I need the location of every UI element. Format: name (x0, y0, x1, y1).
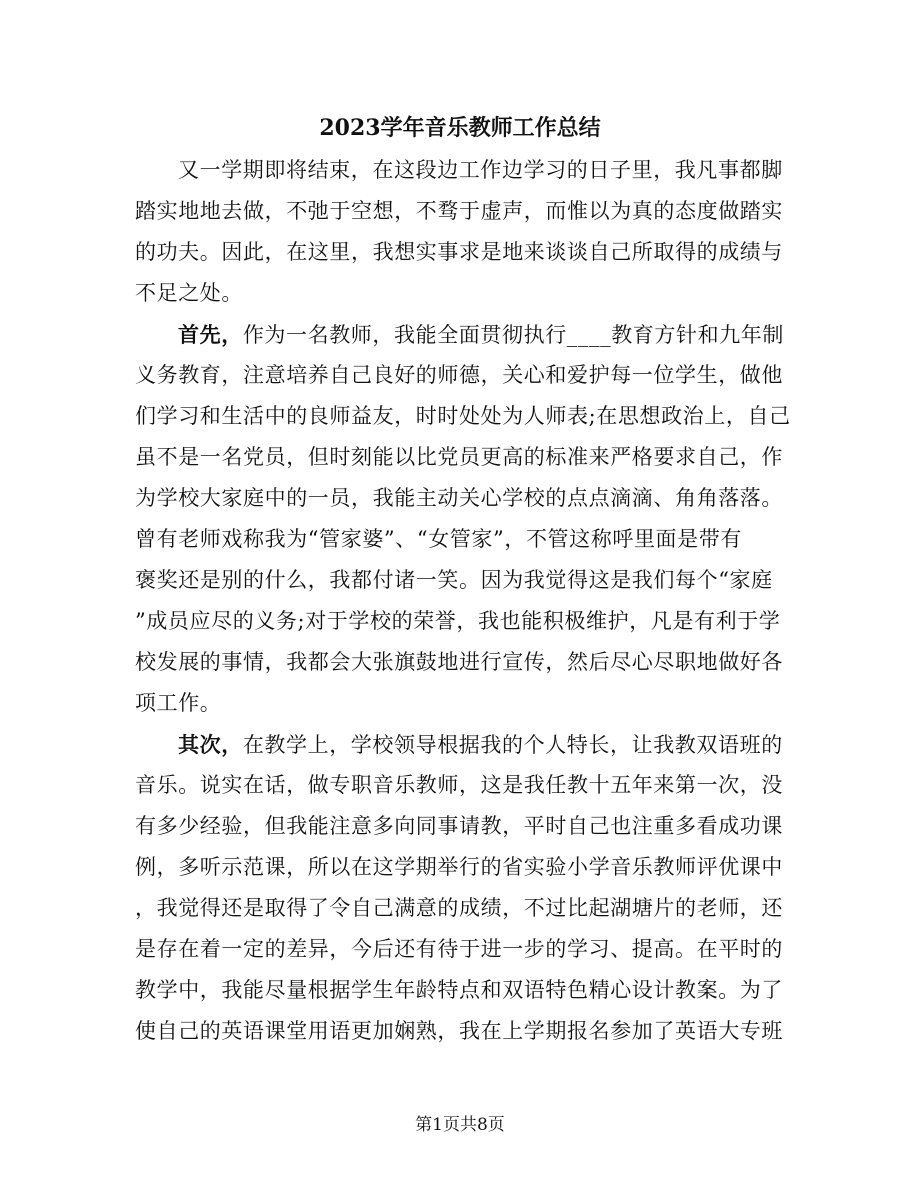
paragraph-line (135, 273, 795, 314)
line-text: 教学中，我能尽量根据学生年龄特点和双语特色精心设计教案。为了 (135, 978, 783, 1002)
line-text: 为学校大家庭中的一员，我能主动关心学校的点点滴滴、角角落落。 (135, 486, 783, 510)
line-text: 踏实地地去做，不弛于空想，不骛于虚声，而惟以为真的态度做踏实 (135, 199, 783, 223)
paragraph-line (135, 970, 795, 1011)
line-text: 义务教育，注意培养自己良好的师德，关心和爱护每一位学生，做他 (135, 363, 783, 387)
line-text: 例，多听示范课，所以在这学期举行的省实验小学音乐教师评优课中 (135, 855, 783, 879)
paragraph-line (135, 601, 795, 642)
line-text: 的功夫。因此，在这里，我想实事求是地来谈谈自己所取得的成绩与 (135, 240, 783, 264)
line-text: 们学习和生活中的良师益友，时时处处为人师表;在思想政治上，自己 (135, 404, 791, 428)
paragraph-line (135, 232, 795, 273)
line-text: 曾有老师戏称我为“管家婆”、“女管家”，不管这称呼里面是带有 (135, 527, 742, 551)
paragraph-line (135, 765, 795, 806)
paragraph-line (135, 314, 795, 355)
paragraph-line (135, 1011, 795, 1052)
line-text: 有多少经验，但我能注意多向同事请教，平时自己也注重多看成功课 (135, 814, 783, 838)
line-text: ，我觉得还是取得了令自己满意的成绩，不过比起湖塘片的老师，还 (135, 896, 783, 920)
paragraph-line (135, 560, 795, 601)
paragraph-line (135, 396, 795, 437)
paragraph-line (135, 929, 795, 970)
paragraph-line (135, 847, 795, 888)
line-text: 又一学期即将结束，在这段边工作边学习的日子里，我凡事都脚 (178, 158, 783, 182)
paragraph-lead: 首先， (178, 322, 243, 347)
paragraph-line (135, 191, 795, 232)
line-text: 不足之处。 (135, 281, 243, 305)
line-text: ”成员应尽的义务;对于学校的荣誉，我也能积极维护，凡是有利于学 (135, 609, 781, 633)
page-number: 第1页共8页 (415, 1115, 505, 1135)
line-text: 是存在着一定的差异，今后还有待于进一步的学习、提高。在平时的 (135, 937, 783, 961)
line-text: 作为一名教师，我能全面贯彻执行____教育方针和九年制 (242, 323, 785, 347)
paragraph-line (135, 150, 795, 191)
line-text: 校发展的事情，我都会大张旗鼓地进行宣传，然后尽心尽职地做好各 (135, 650, 783, 674)
paragraph-line (135, 888, 795, 929)
paragraph-line (135, 724, 795, 765)
paragraph-line (135, 437, 795, 478)
line-text: 虽不是一名党员，但时刻能以比党员更高的标准来严格要求自己，作 (135, 445, 783, 469)
line-text: 褒奖还是别的什么，我都付诸一笑。因为我觉得这是我们每个“家庭 (135, 568, 773, 592)
document-body (135, 150, 795, 1052)
line-text: 使自己的英语课堂用语更加娴熟，我在上学期报名参加了英语大专班 (135, 1019, 783, 1043)
line-text: 音乐。说实在话，做专职音乐教师，这是我任教十五年来第一次，没 (135, 773, 783, 797)
paragraph-line (135, 355, 795, 396)
paragraph-line (135, 806, 795, 847)
paragraph-line (135, 478, 795, 519)
paragraph-line (135, 519, 795, 560)
paragraph-line (135, 642, 795, 683)
paragraph-lead: 其次， (178, 732, 243, 757)
line-text: 在教学上，学校领导根据我的个人特长，让我教双语班的 (242, 733, 783, 757)
document-title: 2023学年音乐教师工作总结 (319, 115, 601, 141)
paragraph-line (135, 683, 795, 724)
line-text: 项工作。 (135, 691, 222, 715)
